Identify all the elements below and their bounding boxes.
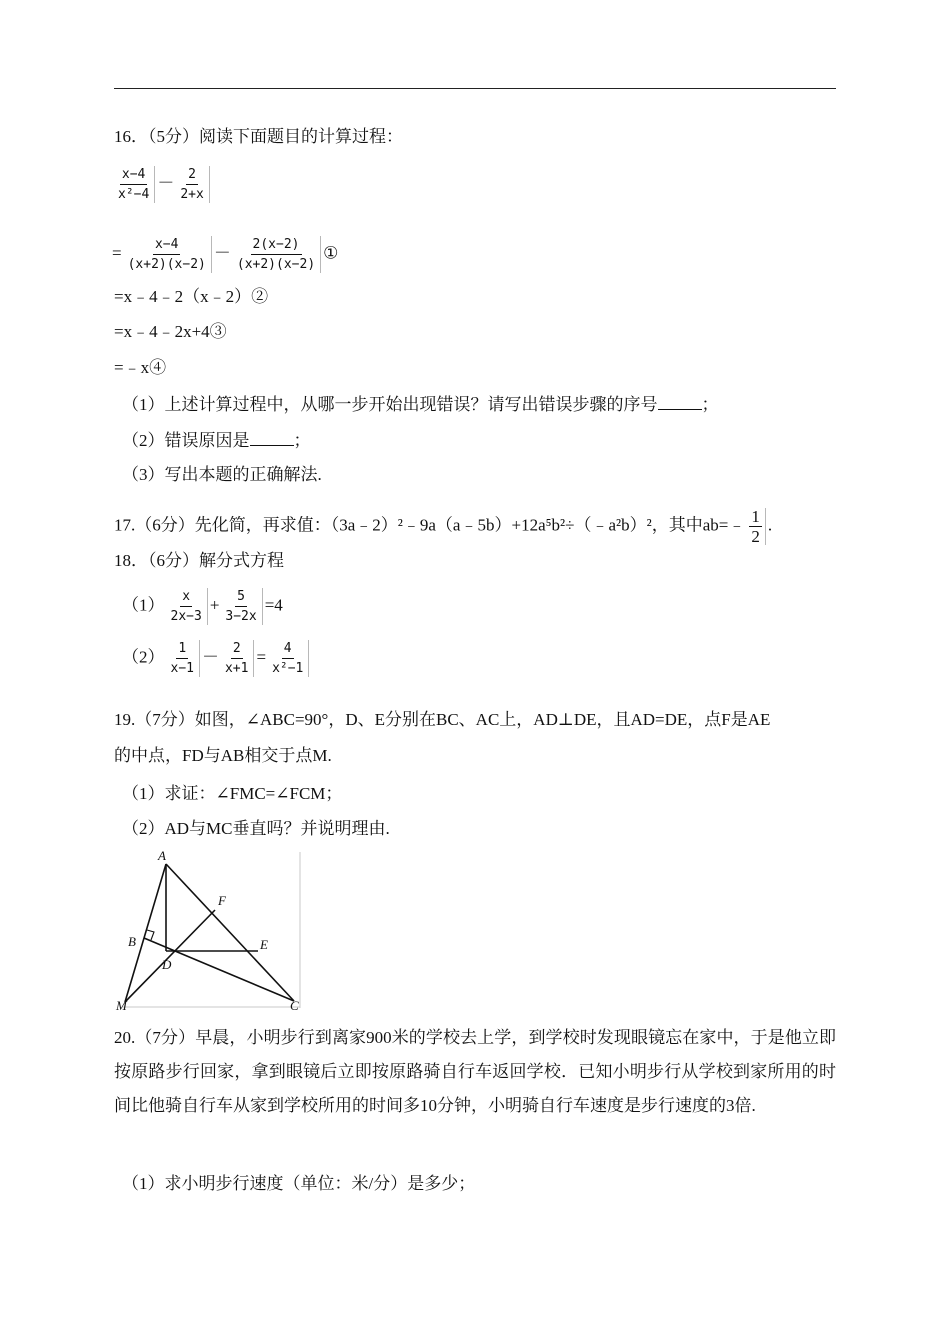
label-E: E (260, 937, 268, 952)
numerator: 1 (176, 640, 188, 659)
q16-sub2 (122, 429, 311, 452)
q16-sub1-text: （1）上述计算过程中，从哪一步开始出现错误？请写出错误步骤的序号 (122, 395, 658, 414)
fraction (221, 588, 262, 625)
operator: － (157, 173, 175, 193)
denominator: x²−1 (272, 661, 304, 676)
fraction (176, 166, 209, 203)
q17 (114, 508, 772, 545)
label-B: B (128, 934, 136, 949)
q19-sub2: （2）AD与MC垂直吗？并说明理由. (122, 819, 390, 838)
fraction (124, 236, 212, 273)
answer-blank[interactable] (250, 429, 294, 446)
numerator: 1 (751, 507, 760, 526)
denominator: 2+x (180, 187, 204, 202)
label-C: C (290, 998, 299, 1010)
label-F: F (218, 893, 226, 908)
fraction (167, 640, 200, 677)
q20-sub1: （1）求小明步行速度（单位：米/分）是多少； (122, 1174, 476, 1193)
q16-expression (112, 166, 212, 203)
q18-heading: 18．（6分）解分式方程 (114, 551, 284, 570)
step-mark: ① (323, 243, 339, 263)
label-A: A (158, 850, 166, 863)
equals: = (256, 647, 267, 667)
segment-AC (166, 864, 294, 1001)
numerator: x−4 (120, 166, 147, 185)
numerator: x (180, 588, 192, 607)
label-M: M (116, 998, 127, 1010)
operator: － (213, 243, 231, 263)
equals: = (112, 243, 122, 263)
fraction (268, 640, 309, 677)
operator: － (201, 647, 219, 667)
q17-end: . (767, 515, 773, 535)
triangle-diagram (114, 850, 304, 1010)
denominator: (x+2)(x−2) (127, 257, 206, 272)
fraction (114, 166, 155, 203)
fraction (747, 508, 766, 545)
q16-heading: 16．（5分）阅读下面题目的计算过程： (114, 127, 403, 146)
denominator: x²−4 (118, 187, 150, 202)
numerator: 2(x−2) (251, 236, 302, 255)
fraction (221, 640, 254, 677)
q18-eq2 (122, 640, 311, 677)
numerator: 4 (282, 640, 294, 659)
q19-line1: 19.（7分）如图，∠ABC=90°，D、E分别在BC、AC上，AD⊥DE，且AD=DE，点F是AE (114, 710, 771, 729)
q16-sub2-end: ； (293, 431, 311, 450)
q19-sub1: （1）求证：∠FMC=∠FCM； (122, 784, 343, 803)
denominator: 2x−3 (170, 609, 202, 624)
denominator: (x+2)(x−2) (236, 257, 316, 272)
q16-sub2-text: （2）错误原因是 (122, 431, 250, 450)
q20-paragraph: 20.（7分）早晨，小明步行到离家900米的学校去上学，到学校时发现眼镜忘在家中，于是他立即按原路步行回家，拿到眼镜后立即按原路骑自行车返回学校．已知小明步行从学校到家所用的时间比他骑自行车从家到学校所用的时间多10分钟，小明骑自行车速度是步行速度的3倍. (114, 1028, 836, 1115)
q16-step4: =﹣x④ (114, 358, 167, 377)
denominator: 3−2x (225, 609, 257, 624)
eq-label: （2） (122, 647, 165, 667)
q16-step2: =x﹣4﹣2（x﹣2）② (114, 287, 269, 306)
label-D: D (162, 957, 172, 972)
rhs: =4 (264, 595, 283, 615)
q16-step1 (112, 236, 338, 273)
fraction (233, 236, 321, 273)
geometry-figure (114, 850, 304, 1010)
answer-blank[interactable] (658, 393, 702, 410)
numerator: 5 (235, 588, 247, 607)
eq-label: （1） (122, 595, 165, 615)
numerator: 2 (231, 640, 243, 659)
q16-sub3: （3）写出本题的正确解法. (122, 465, 322, 484)
q16-step3: =x﹣4﹣2x+4③ (114, 322, 227, 341)
denominator: x+1 (224, 661, 249, 676)
q18-eq1 (122, 588, 283, 625)
q16-sub1 (122, 393, 719, 416)
denominator: x−1 (170, 661, 194, 676)
numerator: 2 (186, 166, 198, 185)
header-rule (114, 88, 836, 89)
q19-line2: 的中点，FD与AB相交于点M. (114, 746, 332, 765)
fraction (167, 588, 208, 625)
q17-text: 17.（6分）先化简，再求值：（3a﹣2）²﹣9a（a﹣5b）+12a⁵b²÷（﹣a²b）²，其中ab=﹣ (114, 515, 746, 535)
q16-sub1-end: ； (701, 395, 719, 414)
numerator: x−4 (153, 236, 180, 255)
right-angle-mark (147, 930, 154, 940)
operator: + (209, 595, 220, 615)
denominator: 2 (751, 527, 760, 546)
